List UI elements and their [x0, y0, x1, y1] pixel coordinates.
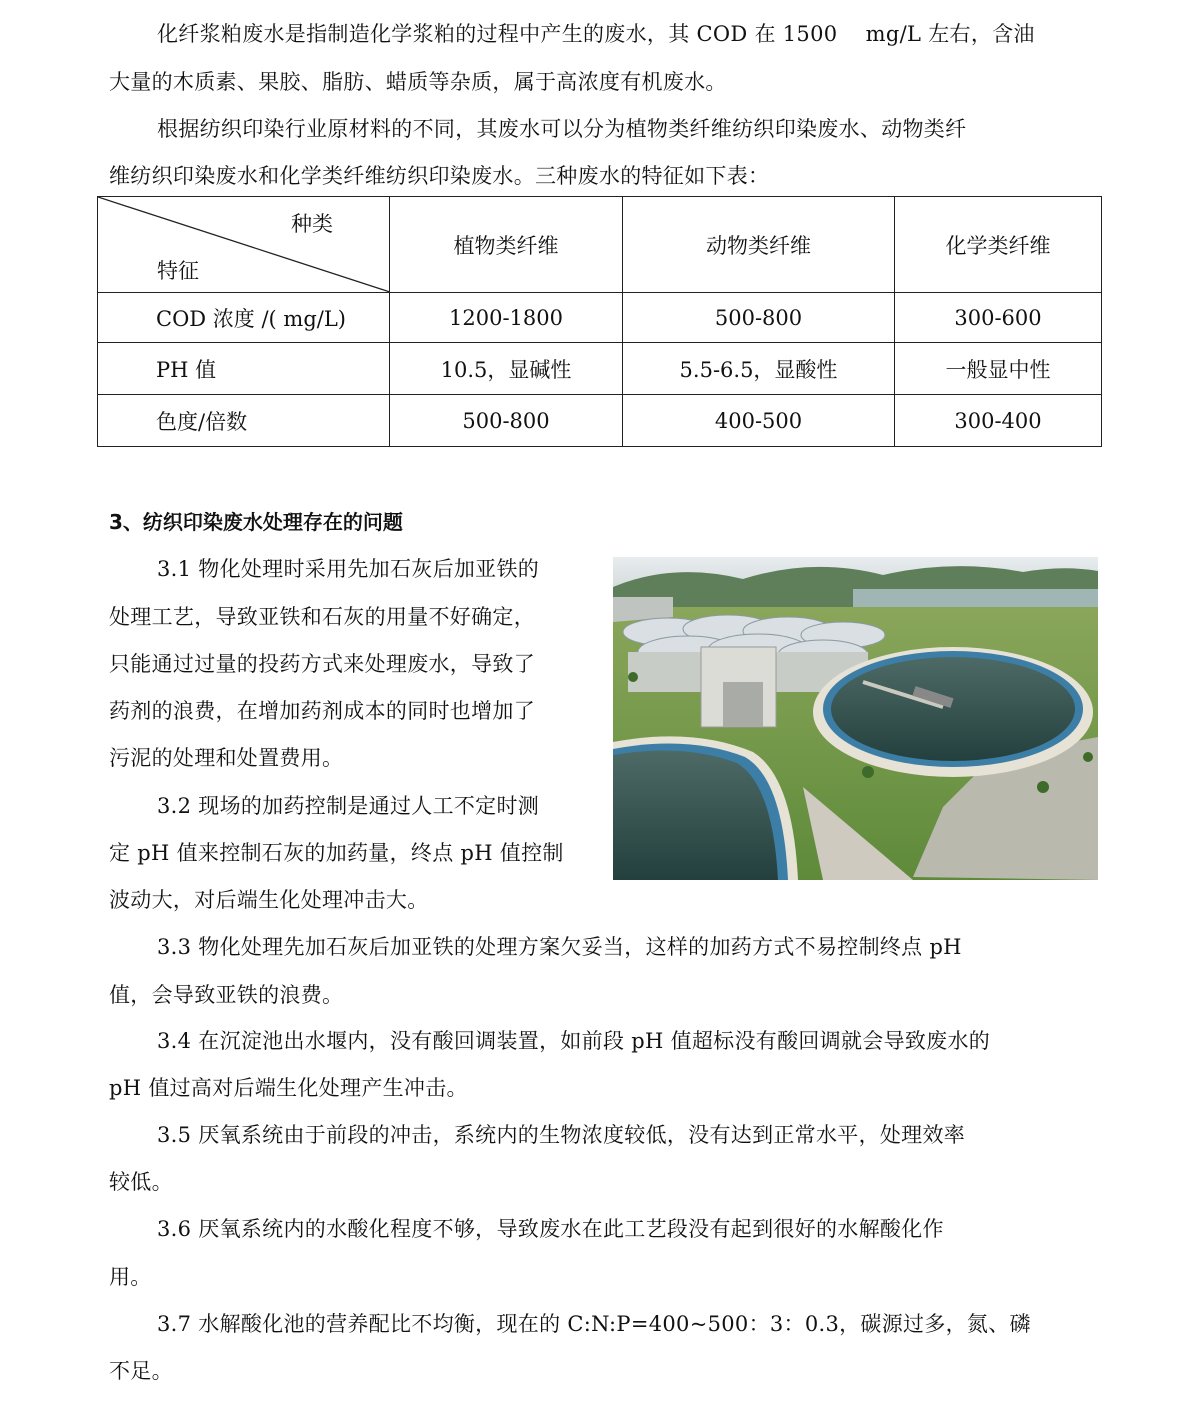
paragraph-line: 定 pH 值来控制石灰的加药量，终点 pH 值控制	[109, 841, 564, 865]
paragraph-line: 3.2 现场的加药控制是通过人工不定时测	[157, 794, 540, 818]
paragraph-line: 3.4 在沉淀池出水堰内，没有酸回调装置，如前段 pH 值超标没有酸回调就会导致废水的	[157, 1029, 991, 1053]
table-cell: 500-800	[623, 293, 895, 343]
table-header-cell: 植物类纤维	[390, 197, 623, 293]
table-cell: 一般显中性	[895, 343, 1102, 395]
paragraph-line: 维纺织印染废水和化学类纤维纺织印染废水。三种废水的特征如下表：	[109, 164, 770, 188]
table-cell: 5.5-6.5，显酸性	[623, 343, 895, 395]
paragraph-line: 3.5 厌氧系统由于前段的冲击，系统内的生物浓度较低，没有达到正常水平，处理效率	[157, 1123, 966, 1147]
paragraph-line: 较低。	[109, 1170, 173, 1194]
paragraph-line: 3.7 水解酸化池的营养配比不均衡，现在的 C:N:P=400~500：3：0.3，碳源过多，氮、磷	[157, 1312, 1031, 1336]
wastewater-plant-photo	[613, 557, 1098, 880]
table-header-cell: 化学类纤维	[895, 197, 1102, 293]
table-row	[98, 395, 1102, 447]
paragraph-line: 根据纺织印染行业原材料的不同，其废水可以分为植物类纤维纺织印染废水、动物类纤	[157, 117, 967, 141]
paragraph-line: 用。	[109, 1265, 152, 1289]
corner-label-feature: 特征	[157, 259, 199, 283]
table-cell: 1200-1800	[390, 293, 623, 343]
paragraph-line: 3.3 物化处理先加石灰后加亚铁的处理方案欠妥当，这样的加药方式不易控制终点 pH	[157, 935, 962, 959]
diagonal-divider	[98, 197, 390, 292]
row-label: COD 浓度 /( mg/L)	[98, 293, 390, 343]
paragraph-line: 3.6 厌氧系统内的水酸化程度不够，导致废水在此工艺段没有起到很好的水解酸化作	[157, 1217, 944, 1241]
table-cell: 500-800	[390, 395, 623, 447]
table-cell: 300-600	[895, 293, 1102, 343]
paragraph-line: 不足。	[109, 1359, 173, 1383]
paragraph-line: 值，会导致亚铁的浪费。	[109, 983, 344, 1007]
table-header-cell: 动物类纤维	[623, 197, 895, 293]
table-row	[98, 343, 1102, 395]
table-cell: 400-500	[623, 395, 895, 447]
paragraph-line: pH 值过高对后端生化处理产生冲击。	[109, 1076, 468, 1100]
paragraph-line: 处理工艺，导致亚铁和石灰的用量不好确定，	[109, 605, 535, 629]
paragraph-line: 化纤浆粕废水是指制造化学浆粕的过程中产生的废水，其 COD 在 1500 mg/L 左右，含油	[157, 22, 1035, 46]
corner-label-kind: 种类	[291, 212, 333, 236]
wastewater-feature-table	[97, 196, 1102, 447]
row-label: 色度/倍数	[98, 395, 390, 447]
table-corner-cell	[98, 197, 390, 293]
sedimentation-tank-illustration	[613, 557, 1098, 880]
paragraph-line: 波动大，对后端生化处理冲击大。	[109, 888, 429, 912]
table-row	[98, 293, 1102, 343]
paragraph-line: 3.1 物化处理时采用先加石灰后加亚铁的	[157, 557, 540, 581]
paragraph-line: 只能通过过量的投药方式来处理废水，导致了	[109, 652, 535, 676]
table-cell: 300-400	[895, 395, 1102, 447]
paragraph-line: 药剂的浪费，在增加药剂成本的同时也增加了	[109, 699, 535, 723]
paragraph-line: 污泥的处理和处置费用。	[109, 746, 344, 770]
section-heading: 3、纺织印染废水处理存在的问题	[109, 510, 403, 534]
paragraph-line: 大量的木质素、果胶、脂肪、蜡质等杂质，属于高浓度有机废水。	[109, 70, 727, 94]
table-cell: 10.5，显碱性	[390, 343, 623, 395]
row-label: PH 值	[98, 343, 390, 395]
